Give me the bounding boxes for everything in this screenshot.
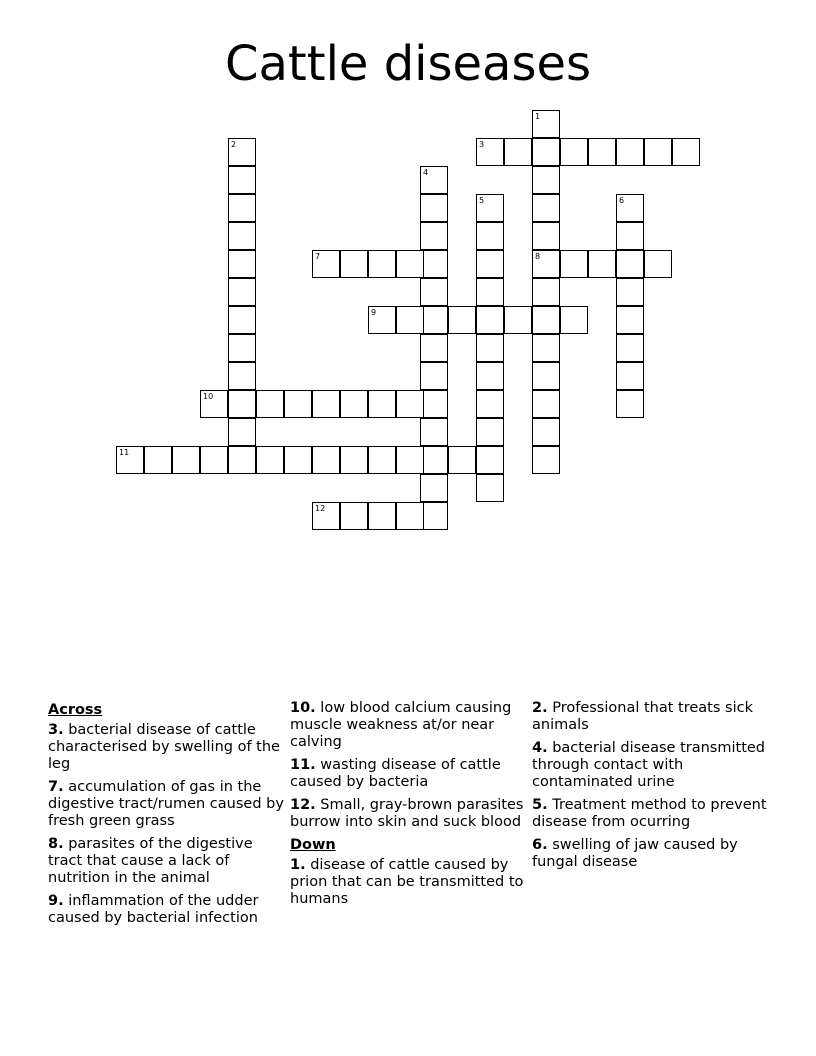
grid-cell[interactable] [420,166,448,194]
grid-cell[interactable] [476,474,504,502]
grid-cell[interactable] [532,110,560,138]
cell-number: 3 [479,140,485,149]
grid-cell[interactable] [588,138,616,166]
grid-cell[interactable] [476,194,504,222]
grid-cell[interactable] [476,306,504,334]
grid-cell[interactable] [420,362,448,390]
cell-number: 1 [535,112,541,121]
across-clue-11: 11. wasting disease of cattle caused by bacteria [290,757,501,790]
grid-cell[interactable] [448,446,476,474]
grid-cell[interactable] [560,138,588,166]
across-clue-9: 9. inflammation of the udder caused by bacterial infection [48,893,259,926]
grid-cell[interactable] [228,362,256,390]
grid-cell[interactable] [420,250,448,278]
grid-cell[interactable] [476,334,504,362]
grid-cell[interactable] [228,334,256,362]
grid-cell[interactable] [420,502,448,530]
grid-cell[interactable] [420,474,448,502]
grid-cell[interactable] [476,418,504,446]
grid-cell[interactable] [420,222,448,250]
grid-cell[interactable] [284,446,312,474]
grid-cell[interactable] [420,418,448,446]
down-clue-1: 1. disease of cattle caused by prion that can be transmitted to humans [290,857,524,907]
grid-cell[interactable] [256,390,284,418]
grid-cell[interactable] [672,138,700,166]
cell-number: 8 [535,252,541,261]
grid-cell[interactable] [476,390,504,418]
grid-cell[interactable] [116,446,144,474]
grid-cell[interactable] [504,138,532,166]
cell-number: 11 [119,448,130,457]
grid-cell[interactable] [616,278,644,306]
grid-cell[interactable] [532,418,560,446]
grid-cell[interactable] [368,250,396,278]
grid-cell[interactable] [228,250,256,278]
grid-cell[interactable] [396,390,424,418]
grid-cell[interactable] [368,446,396,474]
grid-cell[interactable] [532,334,560,362]
puzzle-title: Cattle diseases [225,36,591,92]
cell-number: 10 [203,392,214,401]
grid-cell[interactable] [616,250,644,278]
grid-cell[interactable] [228,138,256,166]
grid-cell[interactable] [228,390,256,418]
down-clue-4: 4. bacterial disease transmitted through contact with contaminated urine [532,740,766,790]
across-clue-10: 10. low blood calcium causing muscle weakness at/or near calving [290,700,512,750]
grid-cell[interactable] [532,138,560,166]
grid-cell[interactable] [644,250,672,278]
cell-number: 2 [231,140,237,149]
grid-cell[interactable] [284,390,312,418]
grid-cell[interactable] [228,222,256,250]
grid-cell[interactable] [532,222,560,250]
grid-cell[interactable] [420,194,448,222]
cell-number: 6 [619,196,625,205]
grid-cell[interactable] [312,502,340,530]
grid-cell[interactable] [476,222,504,250]
grid-cell[interactable] [532,446,560,474]
grid-cell[interactable] [228,194,256,222]
grid-cell[interactable] [340,502,368,530]
grid-cell[interactable] [228,446,256,474]
across-heading: Across [48,702,103,718]
grid-cell[interactable] [420,446,448,474]
grid-cell[interactable] [532,278,560,306]
grid-cell[interactable] [560,306,588,334]
grid-cell[interactable] [560,250,588,278]
grid-cell[interactable] [312,250,340,278]
grid-cell[interactable] [420,306,448,334]
grid-cell[interactable] [532,306,560,334]
down-clue-2: 2. Professional that treats sick animals [532,700,753,733]
grid-cell[interactable] [228,166,256,194]
grid-cell[interactable] [368,390,396,418]
grid-cell[interactable] [476,278,504,306]
grid-cell[interactable] [616,194,644,222]
grid-cell[interactable] [532,250,560,278]
across-clue-12: 12. Small, gray-brown parasites burrow into skin and suck blood [290,797,524,830]
grid-cell[interactable] [476,138,504,166]
grid-cell[interactable] [340,390,368,418]
grid-cell[interactable] [616,362,644,390]
grid-cell[interactable] [532,362,560,390]
grid-cell[interactable] [420,278,448,306]
grid-cell[interactable] [476,362,504,390]
grid-cell[interactable] [616,334,644,362]
grid-cell[interactable] [476,250,504,278]
grid-cell[interactable] [616,390,644,418]
grid-cell[interactable] [532,166,560,194]
cell-number: 9 [371,308,377,317]
grid-cell[interactable] [368,306,396,334]
grid-cell[interactable] [532,194,560,222]
cell-number: 12 [315,504,326,513]
grid-cell[interactable] [532,390,560,418]
grid-cell[interactable] [200,446,228,474]
clues-column-2 [290,700,526,914]
grid-cell[interactable] [228,278,256,306]
grid-cell[interactable] [312,446,340,474]
grid-cell[interactable] [228,306,256,334]
across-clue-7: 7. accumulation of gas in the digestive tract/rumen caused by fresh green grass [48,779,284,829]
clues-column-1 [48,700,284,933]
grid-cell[interactable] [616,222,644,250]
grid-cell[interactable] [172,446,200,474]
grid-cell[interactable] [340,250,368,278]
grid-cell[interactable] [420,334,448,362]
grid-cell[interactable] [448,306,476,334]
across-clue-3: 3. bacterial disease of cattle characterised by swelling of the leg [48,722,280,772]
grid-cell[interactable] [616,306,644,334]
down-clue-5: 5. Treatment method to prevent disease from ocurring [532,797,767,830]
grid-cell[interactable] [200,390,228,418]
grid-cell[interactable] [616,138,644,166]
cell-number: 5 [479,196,485,205]
clues-column-3 [532,700,768,877]
grid-cell[interactable] [588,250,616,278]
grid-cell[interactable] [396,250,424,278]
down-clue-6: 6. swelling of jaw caused by fungal disease [532,837,738,870]
grid-cell[interactable] [144,446,172,474]
grid-cell[interactable] [340,446,368,474]
grid-cell[interactable] [312,390,340,418]
grid-cell[interactable] [256,446,284,474]
cell-number: 7 [315,252,321,261]
cell-number: 4 [423,168,429,177]
down-heading: Down [290,837,336,853]
grid-cell[interactable] [420,390,448,418]
grid-cell[interactable] [396,502,424,530]
grid-cell[interactable] [644,138,672,166]
grid-cell[interactable] [396,306,424,334]
grid-cell[interactable] [368,502,396,530]
across-clue-8: 8. parasites of the digestive tract that cause a lack of nutrition in the animal [48,836,253,886]
grid-cell[interactable] [504,306,532,334]
grid-cell[interactable] [476,446,504,474]
grid-cell[interactable] [228,418,256,446]
grid-cell[interactable] [396,446,424,474]
